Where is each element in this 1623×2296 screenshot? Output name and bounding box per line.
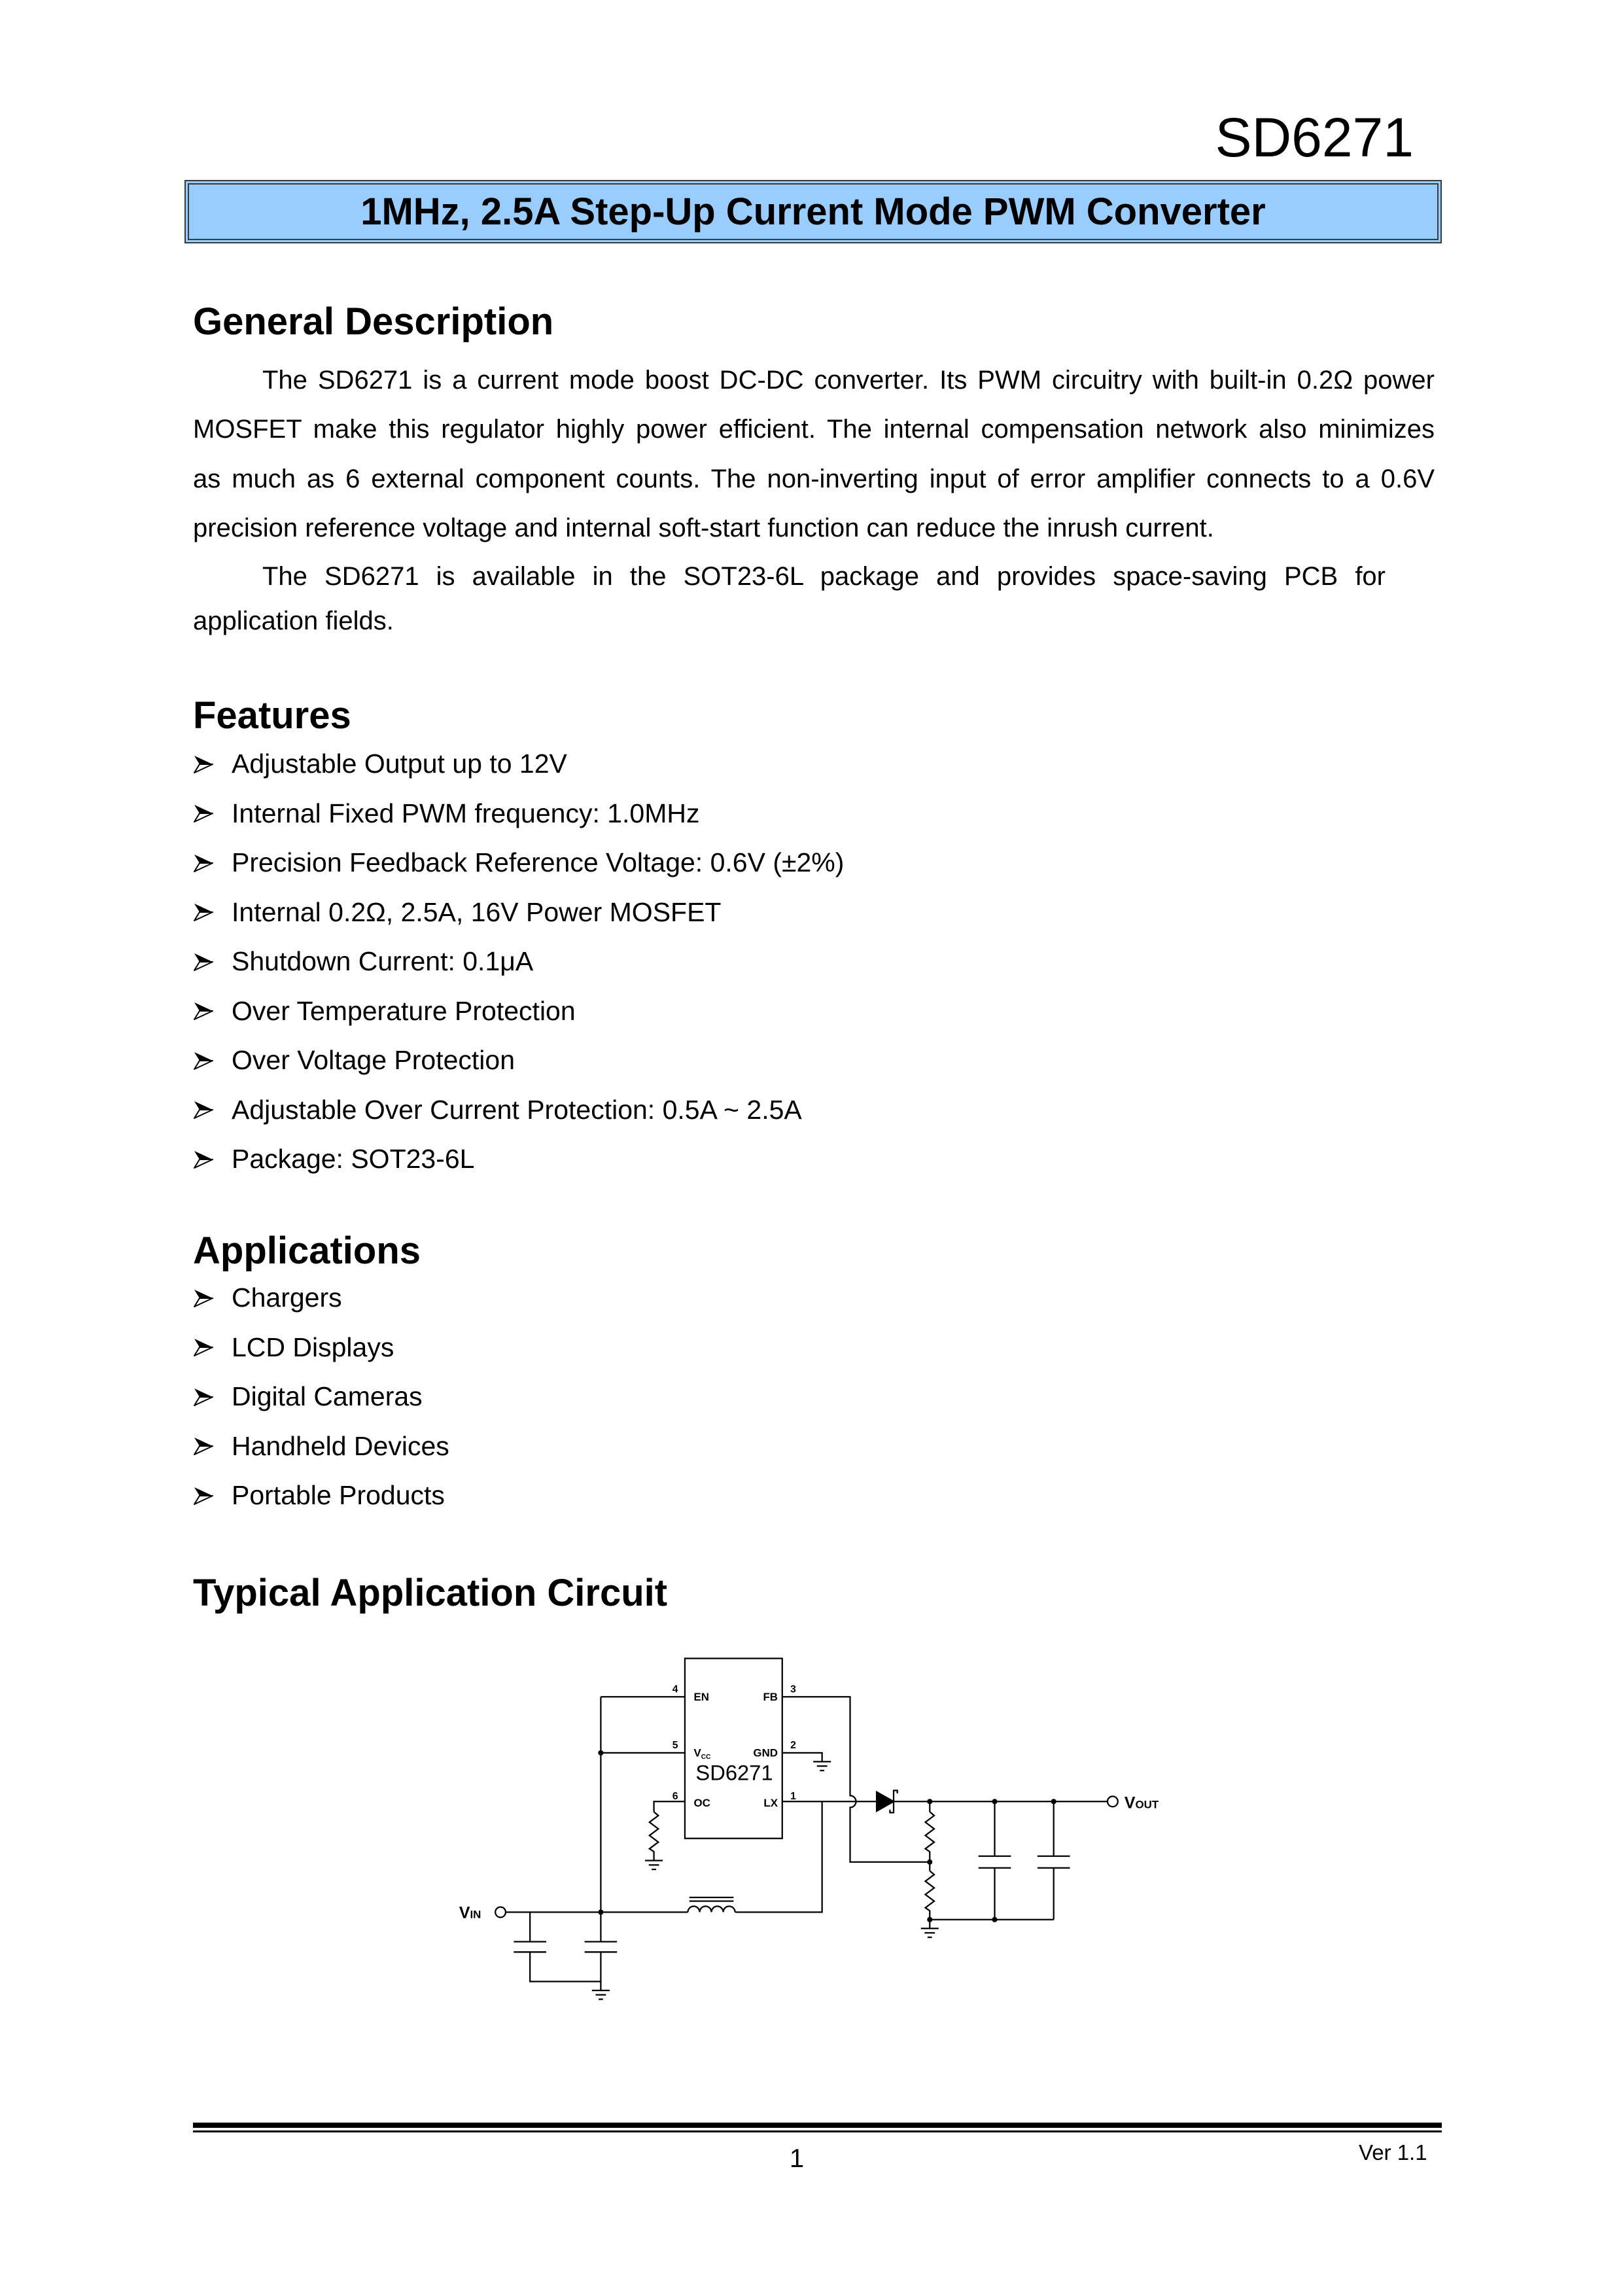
footer-rule-thin [193,2130,1442,2132]
description-line: application fields. [193,607,394,635]
vout-label-main: V [1124,1794,1136,1812]
list-item [193,789,844,839]
arrowhead-bullet-icon [193,1436,214,1456]
part-number: SD6271 [1215,107,1414,168]
list-item [193,987,844,1036]
footer-rule-thick [193,2123,1442,2128]
feature-text: Over Temperature Protection [232,995,576,1026]
pin-number: 4 [672,1684,678,1695]
resistor-oc [649,1812,658,1860]
feature-text: Internal 0.2Ω, 2.5A, 16V Power MOSFET [232,896,722,927]
feature-text: Adjustable Over Current Protection: 0.5A ~ 2.5A [232,1094,802,1125]
list-item [193,888,844,938]
title-banner [184,180,1442,243]
pin-vcc-label-main: V [693,1746,701,1759]
list-item [193,1372,449,1422]
list-item [193,1086,844,1135]
ground-divider-icon [920,1928,938,1937]
arrowhead-bullet-icon [193,1001,214,1021]
pin-fb-label: FB [763,1691,778,1704]
description-line: as much as 6 external component counts. The non-inverting input of error amplifier connects to a 0.6V [193,465,1435,493]
arrowhead-bullet-icon [193,1150,214,1169]
arrowhead-bullet-icon [193,853,214,873]
features-list [193,739,844,1184]
applications-list [193,1273,449,1521]
list-item [193,838,844,888]
applications-heading: Applications [193,1229,421,1272]
description-line: MOSFET make this regulator highly power efficient. The internal compensation network also minimizes [193,415,1435,444]
application-text: LCD Displays [232,1332,394,1362]
vin-label-main: V [459,1904,470,1922]
application-text: Digital Cameras [232,1381,423,1412]
arrowhead-bullet-icon [193,1100,214,1120]
page-number: 1 [789,2144,805,2173]
list-item [193,1471,449,1521]
ground-input-icon [591,1990,609,2000]
list-item [193,1036,844,1086]
arrowhead-bullet-icon [193,952,214,972]
list-item [193,937,844,987]
vin-label [459,1905,481,1922]
general-description-heading: General Description [193,300,554,343]
wire-fb [782,1697,929,1862]
junction-dot [992,1917,997,1922]
feature-text: Package: SOT23-6L [232,1144,475,1174]
arrowhead-bullet-icon [193,1486,214,1506]
junction-dot [598,1910,603,1915]
pin-vcc-label-sub: CC [701,1754,710,1761]
typical-circuit-heading: Typical Application Circuit [193,1572,668,1614]
list-item [193,1135,844,1184]
pin-lx-label: LX [763,1797,778,1810]
junction-dot [992,1799,997,1804]
inductor [688,1907,735,1913]
schottky-diode [877,1792,894,1811]
junction-dot [927,1860,932,1865]
description-line: The SD6271 is a current mode boost DC-DC converter. Its PWM circuitry with built-in 0.2Ω power [262,366,1435,395]
arrowhead-bullet-icon [193,1337,214,1357]
feature-text: Precision Feedback Reference Voltage: 0.6V (±2%) [232,847,845,878]
application-text: Chargers [232,1282,342,1313]
ic-name: SD6271 [695,1760,773,1785]
pin-number: 3 [790,1684,796,1695]
banner-title: 1MHz, 2.5A Step-Up Current Mode PWM Converter [360,190,1266,233]
arrowhead-bullet-icon [193,1387,214,1407]
junction-dot [1051,1799,1056,1804]
typical-application-circuit-diagram [443,1638,1195,2021]
arrowhead-bullet-icon [193,754,214,774]
list-item [193,1323,449,1373]
feature-text: Internal Fixed PWM frequency: 1.0MHz [232,798,700,828]
wire-oc [654,1801,684,1812]
pin-number: 1 [790,1791,796,1803]
junction-dot [598,1750,603,1756]
vout-label [1125,1795,1159,1812]
pin-number: 5 [672,1740,678,1752]
vout-terminal [1108,1797,1118,1807]
pin-number: 6 [672,1791,678,1803]
arrowhead-bullet-icon [193,902,214,922]
vin-label-sub: IN [470,1908,481,1921]
pin-oc-label: OC [693,1797,710,1810]
wire-cin1 [530,1952,601,1982]
junction-dot [927,1917,932,1922]
list-item [193,1422,449,1472]
junction-dot [927,1799,932,1804]
pin-gnd-label: GND [753,1746,778,1759]
wire-gnd [782,1753,822,1762]
arrowhead-bullet-icon [193,1051,214,1070]
application-text: Portable Products [232,1480,445,1511]
feature-text: Shutdown Current: 0.1μA [232,946,534,977]
application-text: Handheld Devices [232,1430,449,1461]
features-heading: Features [193,694,351,737]
description-line: The SD6271 is available in the SOT23-6L package and provides space-saving PCB for [262,562,1386,591]
description-line: precision reference voltage and internal soft-start function can reduce the inrush current. [193,514,1214,542]
vout-label-sub: OUT [1135,1798,1159,1811]
version-label: Ver 1.1 [1359,2140,1427,2164]
pin-en-label: EN [693,1691,709,1704]
pin-number: 2 [790,1740,796,1752]
arrowhead-bullet-icon [193,1288,214,1308]
arrowhead-bullet-icon [193,804,214,823]
ground-ic-icon [813,1762,831,1771]
ground-oc-icon [645,1861,663,1870]
list-item [193,1273,449,1323]
feature-text: Over Voltage Protection [232,1045,515,1076]
vin-terminal [495,1907,506,1918]
list-item [193,739,844,789]
feature-text: Adjustable Output up to 12V [232,749,567,779]
